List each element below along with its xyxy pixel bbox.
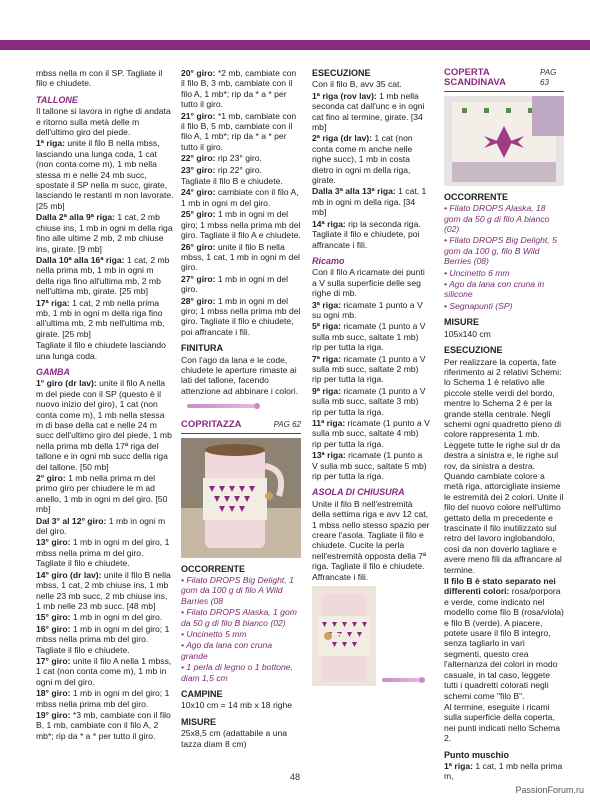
instruction-label: 13ª riga: <box>312 450 346 461</box>
instruction <box>36 656 174 687</box>
instruction <box>36 537 174 568</box>
column-2 <box>181 68 301 750</box>
instruction-text: 1 cat, 2 mb nella prima mb, 1 mb in ogni m della riga fino all'ultima mb, 2 mb nell'ultima mb, girate. [25 mb] <box>36 297 165 339</box>
material-item: • Uncinetto 5 mm <box>181 629 247 640</box>
header-color-band <box>0 40 590 50</box>
column-4 <box>444 68 564 783</box>
instruction <box>36 688 174 709</box>
instruction-text: unite il filo B nella mbss, lasciando una lunga coda, 1 cat (non conta come m), 1 mb nella stessa m e nelle 24 mb succ, spostate il SP nella m succ, girate, lasciando le restanti m non lavorate. [25 mb] <box>36 138 174 211</box>
instruction <box>181 296 301 338</box>
instruction <box>181 187 301 208</box>
instruction-label: 1ª riga: <box>444 760 473 771</box>
material-item: • Filato DROPS Big Delight, 5 gom da 100 g, filo B Wild Berries (08) <box>444 235 557 267</box>
material-item: • Filato DROPS Alaska, 18 gom da 50 g di filo A bianco (02) <box>444 203 550 235</box>
paragraph: 25x8,5 cm (adattabile a una tazza diam 8 cm) <box>181 728 288 749</box>
instruction <box>36 473 174 515</box>
instruction-label: 27° giro: <box>181 273 216 284</box>
instruction-label: 5ª riga: <box>312 321 341 332</box>
instruction-text: 1 mb in ogni m del giro; 1 mbss nella prima mb del giro. <box>36 688 170 709</box>
material-item: • Uncinetto 6 mm <box>444 267 510 278</box>
paragraph: Con il filo B, avv 35 cat. <box>312 79 402 90</box>
instruction-label: 1° giro (dr lav): <box>36 378 97 389</box>
instruction-label: 22° giro: <box>181 153 216 164</box>
instruction <box>36 710 174 741</box>
instruction-label: 1ª riga (rov lav): <box>312 90 377 101</box>
instruction <box>181 274 301 295</box>
paragraph: 105x140 cm <box>444 328 491 339</box>
paragraph: mbss nella m con il SP. Tagliate il filo e chiudete. <box>36 68 163 89</box>
instruction-label: 15° giro: <box>36 612 71 623</box>
instruction-text: ricamate (1 punto a V sulla mb succ, saltate 4 mb) rip per tutta la riga. <box>312 418 430 449</box>
instruction-text: rip 23° giro. <box>215 153 262 164</box>
instruction <box>312 450 430 481</box>
section-heading-occorrente: OCCORRENTE <box>181 563 246 574</box>
section-heading-finitura: FINITURA <box>181 343 223 354</box>
paragraph: Per realizzare la coperta, fate riferimento ai 2 relativi Schemi: lo Schema 1 è relativo alle piccole stelle verdi del bordo, mentre lo Schema 2 è per la grande stella centrale. Negli schemi ogni quadretto pieno di colore rappresenta 1 mb. Leggete tutte le righe sul dr da destra a sinistra e, le righe sul rov, da sinistra a destra. Quando cambiate colore a metà riga, attorcigliate insieme le estremità dei 2 colori. Unite il filo del nuovo colore nell'ultimo gettato della m precedente e trascinate il filo inutilizzato sul retro del lavoro inglobandolo, così da non doverlo tagliare e avere meno fili da affrancare al termine. <box>444 356 564 575</box>
section-heading-misure: MISURE <box>444 317 480 328</box>
page-number: 48 <box>289 772 300 782</box>
section-heading-esecuzione: ESECUZIONE <box>444 345 503 356</box>
instruction-label: 1ª riga: <box>36 138 65 149</box>
instruction-text: 1 mb in ogni m del giro; 1 mbss nella prima mb del giro. Tagliate il filo e chiudete, poi affrancate i fili. <box>181 295 301 337</box>
instruction-text: 1 mb in ogni m del giro; 1 mbss nella prima mb del giro. Tagliate il filo A e chiudete. <box>181 209 301 241</box>
instruction <box>36 624 174 655</box>
page-reference: PAG 63 <box>540 68 557 88</box>
paragraph: Con il filo A ricamate dei punti a V sulla superficie delle seg righe di mb. <box>312 267 425 299</box>
project-title: COPERTA SCANDINAVA <box>444 67 506 89</box>
instruction-label: 19° giro: <box>36 709 71 720</box>
instruction <box>36 212 174 254</box>
page-reference: PAG 62 <box>273 420 301 430</box>
section-heading-gamba: GAMBA <box>36 366 70 377</box>
instruction <box>312 300 430 321</box>
paragraph: Il tallone si lavora in righe di andata e ritorno sulla metà delle m dell'ultimo giro del piede. <box>36 106 171 138</box>
instruction-label: 26° giro: <box>181 241 216 252</box>
section-heading-misure: MISURE <box>181 716 217 727</box>
instruction-label: Dal 3° al 12° giro: <box>36 515 107 526</box>
section-heading-campine: CAMPINE <box>181 689 223 700</box>
instruction-text: 1 mb nella seconda cat dall'unc e in ogni cat fino al termine, girate. [34 mb] <box>312 90 425 133</box>
instruction-text: 1 cat, 1 mb in ogni m della riga. [34 mb] <box>312 186 427 218</box>
material-item: • Filato DROPS Alaska, 1 gom da 50 g di filo B bianco (02) <box>181 607 297 628</box>
instruction-text: 1 cat, 1 mb nella prima m, <box>444 760 563 782</box>
instruction-text: 1 mb in ogni m del giro. <box>70 612 163 623</box>
instruction-text: *3 mb, cambiate con il filo B, 1 mb, cambiate con il filo A, 2 mb*; rip da * a * per tutto il giro. <box>36 709 171 741</box>
instruction-text: unite il filo A nella m del piede con il SP (questo è il nuovo inizio del giro), 1 cat (non conta come m), 1 mb nella stessa m di base della cat e nelle 24 m succ dell'ultimo giro del piede, 1 mb nella prima mb della 17ª riga del tallone e in ogni mb succ della riga del tallone. [50 mb] <box>36 378 172 472</box>
instruction <box>36 378 174 472</box>
section-heading-asola: ASOLA DI CHIUSURA <box>312 487 405 498</box>
instruction-text: *1 mb, cambiate con il filo B, 5 mb, cambiate con il filo A, 1 mb*; rip da * a * per tutto il giro. <box>181 110 297 152</box>
material-item: • Filato DROPS Big Delight, 1 gom da 100 g di filo A Wild Barries (08 <box>181 575 294 606</box>
paragraph: Tagliate il filo B e chiudete. <box>181 176 283 187</box>
instruction-text: unite il filo B nella mbss, 1 cat, 2 mb chiuse ins, 1 mb nelle 23 mb succ, 2 mb chiuse ins, 1 mb nelle 23 mb succ. [48 mb] <box>36 569 171 611</box>
instruction <box>312 219 430 250</box>
instruction <box>181 68 301 110</box>
instruction <box>312 321 430 352</box>
material-item: • Segnapunti (SP) <box>444 300 513 311</box>
instruction-text: rosa/porpora e verde, come indicato nel modello come filo B (rosa/viola) e filo B (verde). A piacere, potete usare il filo B integro, senza tagliarlo in vari segmenti, questo crea l'alternanza dei colori in modo casuale, in tal caso, leggete tutti i quadretti colorati negli schemi come "filo B". <box>444 586 564 701</box>
instruction-label: 20° giro: <box>181 68 216 78</box>
section-heading-esecuzione: ESECUZIONE <box>312 68 371 78</box>
instruction-label: Il filo B è stato separato nei differenti colori: <box>444 576 556 597</box>
instruction-label: 13° giro: <box>36 537 71 548</box>
paragraph: Con l'ago da lana e le code, chiudete le aperture rimaste ai lati del tallone, facendo attenzione ad abbinare i colori. <box>181 354 299 396</box>
instruction <box>312 386 430 417</box>
material-item: • Ago da lana con cruna in silicone <box>444 279 545 300</box>
instruction-label: 9ª riga: <box>312 385 341 396</box>
section-heading-tallone: TALLONE <box>36 94 78 105</box>
instruction <box>312 91 430 133</box>
instruction-label: 25° giro: <box>181 209 216 220</box>
instruction <box>36 298 174 340</box>
instruction <box>312 133 430 185</box>
instruction <box>36 138 174 211</box>
buttonhole-illustration <box>312 586 376 686</box>
instruction <box>181 153 301 163</box>
instruction <box>36 516 174 537</box>
instruction-label: 18° giro: <box>36 688 71 699</box>
instruction-label: 17° giro: <box>36 655 71 666</box>
buttonhole-photo <box>312 586 376 686</box>
instruction-label: 23° giro: <box>181 164 216 175</box>
instruction-text: 1 cat, 2 mb chiuse ins, 1 mb in ogni m della riga fino alle ultime 2 mb, 2 mb chiuse ins, girate. [9 mb] <box>36 212 173 254</box>
instruction-label: 28° giro: <box>181 295 216 306</box>
instruction-label: 11ª riga: <box>312 418 346 428</box>
instruction-text: 1 mb in ogni m del giro. <box>181 273 289 295</box>
watermark: PassionForum.ru <box>515 785 584 795</box>
cup-cozy-illustration <box>181 438 301 558</box>
instruction-label: 21° giro: <box>181 110 216 121</box>
instruction-text: cambiate con il filo A, 1 mb in ogni m del giro. <box>181 187 299 208</box>
instruction-text: ricamate 1 punto a V su ogni mb. <box>312 299 423 320</box>
instruction <box>312 186 430 217</box>
instruction-label: 17ª riga: <box>36 297 70 308</box>
instruction-text: 1 cat (non conta come m anche nelle righe succ), 1 mb in costa dietro in ogni m della riga, girate. <box>312 133 413 186</box>
instruction-text: 1 mb in ogni m del giro, 1 mbss nella prima m del giro. Tagliate il filo e chiudete. <box>36 537 170 569</box>
instruction <box>312 354 430 385</box>
section-heading-punto-muschio: Punto muschio <box>444 749 509 760</box>
instruction-text: rip 22° giro. <box>215 164 262 175</box>
blanket-photo <box>444 96 564 186</box>
instruction-text: 1 mb nella prima m del primo giro per chiudere le m ad anello, 1 mb in ogni m del giro. [50 mb] <box>36 473 168 515</box>
instruction-text: unite il filo B nella mbss, 1 cat, 1 mb in ogni m del giro. <box>181 241 300 273</box>
instruction-label: 14° giro (dr lav): <box>36 569 102 580</box>
instruction-text: ricamate (1 punto a V sulla mb succ, saltate 2 mb) rip per tutta la riga. <box>312 353 426 385</box>
column-1 <box>36 68 174 742</box>
instruction <box>181 165 301 175</box>
instruction-label: 14ª riga: <box>312 218 346 229</box>
instruction <box>312 418 430 449</box>
blanket-illustration <box>444 96 564 186</box>
instruction-label: Dalla 10ª alla 16ª riga: <box>36 254 125 265</box>
instruction-label: 7ª riga: <box>312 353 341 364</box>
column-3 <box>312 68 430 686</box>
instruction <box>444 576 564 701</box>
instruction <box>36 255 174 297</box>
paragraph: Tagliate il filo e chiudete lasciando una lunga coda. <box>36 340 166 361</box>
instruction-label: Dalla 2ª alla 9ª riga: <box>36 212 115 223</box>
project-title-bar <box>444 68 564 92</box>
project-title-bar <box>181 420 301 433</box>
section-heading-ricamo: Ricamo <box>312 255 345 266</box>
asola-photo-row <box>312 586 430 686</box>
cup-cozy-photo <box>181 438 301 558</box>
paragraph: Al termine, eseguite i ricami sulla superficie della coperta, nei punti indicati nello Schema 2. <box>444 701 561 744</box>
crochet-hook-icon <box>187 404 257 408</box>
instruction <box>181 209 301 240</box>
instruction-text: rip la seconda riga. Tagliate il filo e chiudete, poi affrancate i fili. <box>312 218 421 250</box>
paragraph: Unite il filo B nell'estremità della settima riga e avv 12 cat, 1 mbss nello stesso spazio per creare l'asola. Tagliate il filo e chiudete. Cucite la perla nell'estremità opposta della 7ª riga. Tagliate il filo e chiudete. Affrancate i fili. <box>312 498 430 582</box>
instruction-text: 1 cat, 2 mb nella prima mb, 1 mb in ogni m della riga fino all'ultima mb, 2 mb nell'ultima mb, girate. [25 mb] <box>36 254 170 297</box>
instruction <box>36 570 174 612</box>
material-item: • Ago da lana con cruna grande <box>181 640 273 661</box>
project-title: COPRITAZZA <box>181 419 242 431</box>
crochet-hook-icon <box>382 678 422 682</box>
instruction-text: 1 mb in ogni m del giro. <box>36 515 166 537</box>
instruction-text: ricamate (1 punto a V sulla mb succ, saltate 3 mb) rip per tutta la riga. <box>312 385 426 417</box>
instruction <box>181 111 301 153</box>
instruction-text: ricamate (1 punto a V sulla mb succ, saltate 1 mb) rip per tutta la riga. <box>312 321 426 353</box>
instruction-label: Dalla 3ª alla 13ª riga: <box>312 186 396 197</box>
instruction-label: 3ª riga: <box>312 299 341 310</box>
paragraph: 10x10 cm = 14 mb x 18 righe <box>181 700 293 711</box>
instruction-label: 2° giro: <box>36 473 66 484</box>
instruction-label: 2ª riga (dr lav): <box>312 133 373 144</box>
material-item: • 1 perla di legno o 1 bottone, diam 1,5 cm <box>181 662 293 683</box>
instruction-label: 24° giro: <box>181 187 216 198</box>
instruction <box>36 612 174 622</box>
section-heading-occorrente: OCCORRENTE <box>444 191 509 202</box>
instruction-label: 16° giro: <box>36 623 71 634</box>
instruction-text: 1 mb in ogni m del giro; 1 mbss nella prima mb del giro. Tagliate il filo e chiudete. <box>36 623 170 655</box>
instruction-text: ricamate (1 punto a V sulla mb succ, saltate 5 mb) rip per tutta la riga. <box>312 450 427 482</box>
instruction-text: *2 mb, cambiate con il filo B, 3 mb, cambiate con il filo A, 1 mb*; rip da * a * per tutto il giro. <box>181 68 297 110</box>
instruction-text: unite il filo A nella 1 mbss, 1 cat (non conta come m), 1 mb in ogni m del giro. <box>36 655 172 687</box>
instruction <box>181 242 301 273</box>
